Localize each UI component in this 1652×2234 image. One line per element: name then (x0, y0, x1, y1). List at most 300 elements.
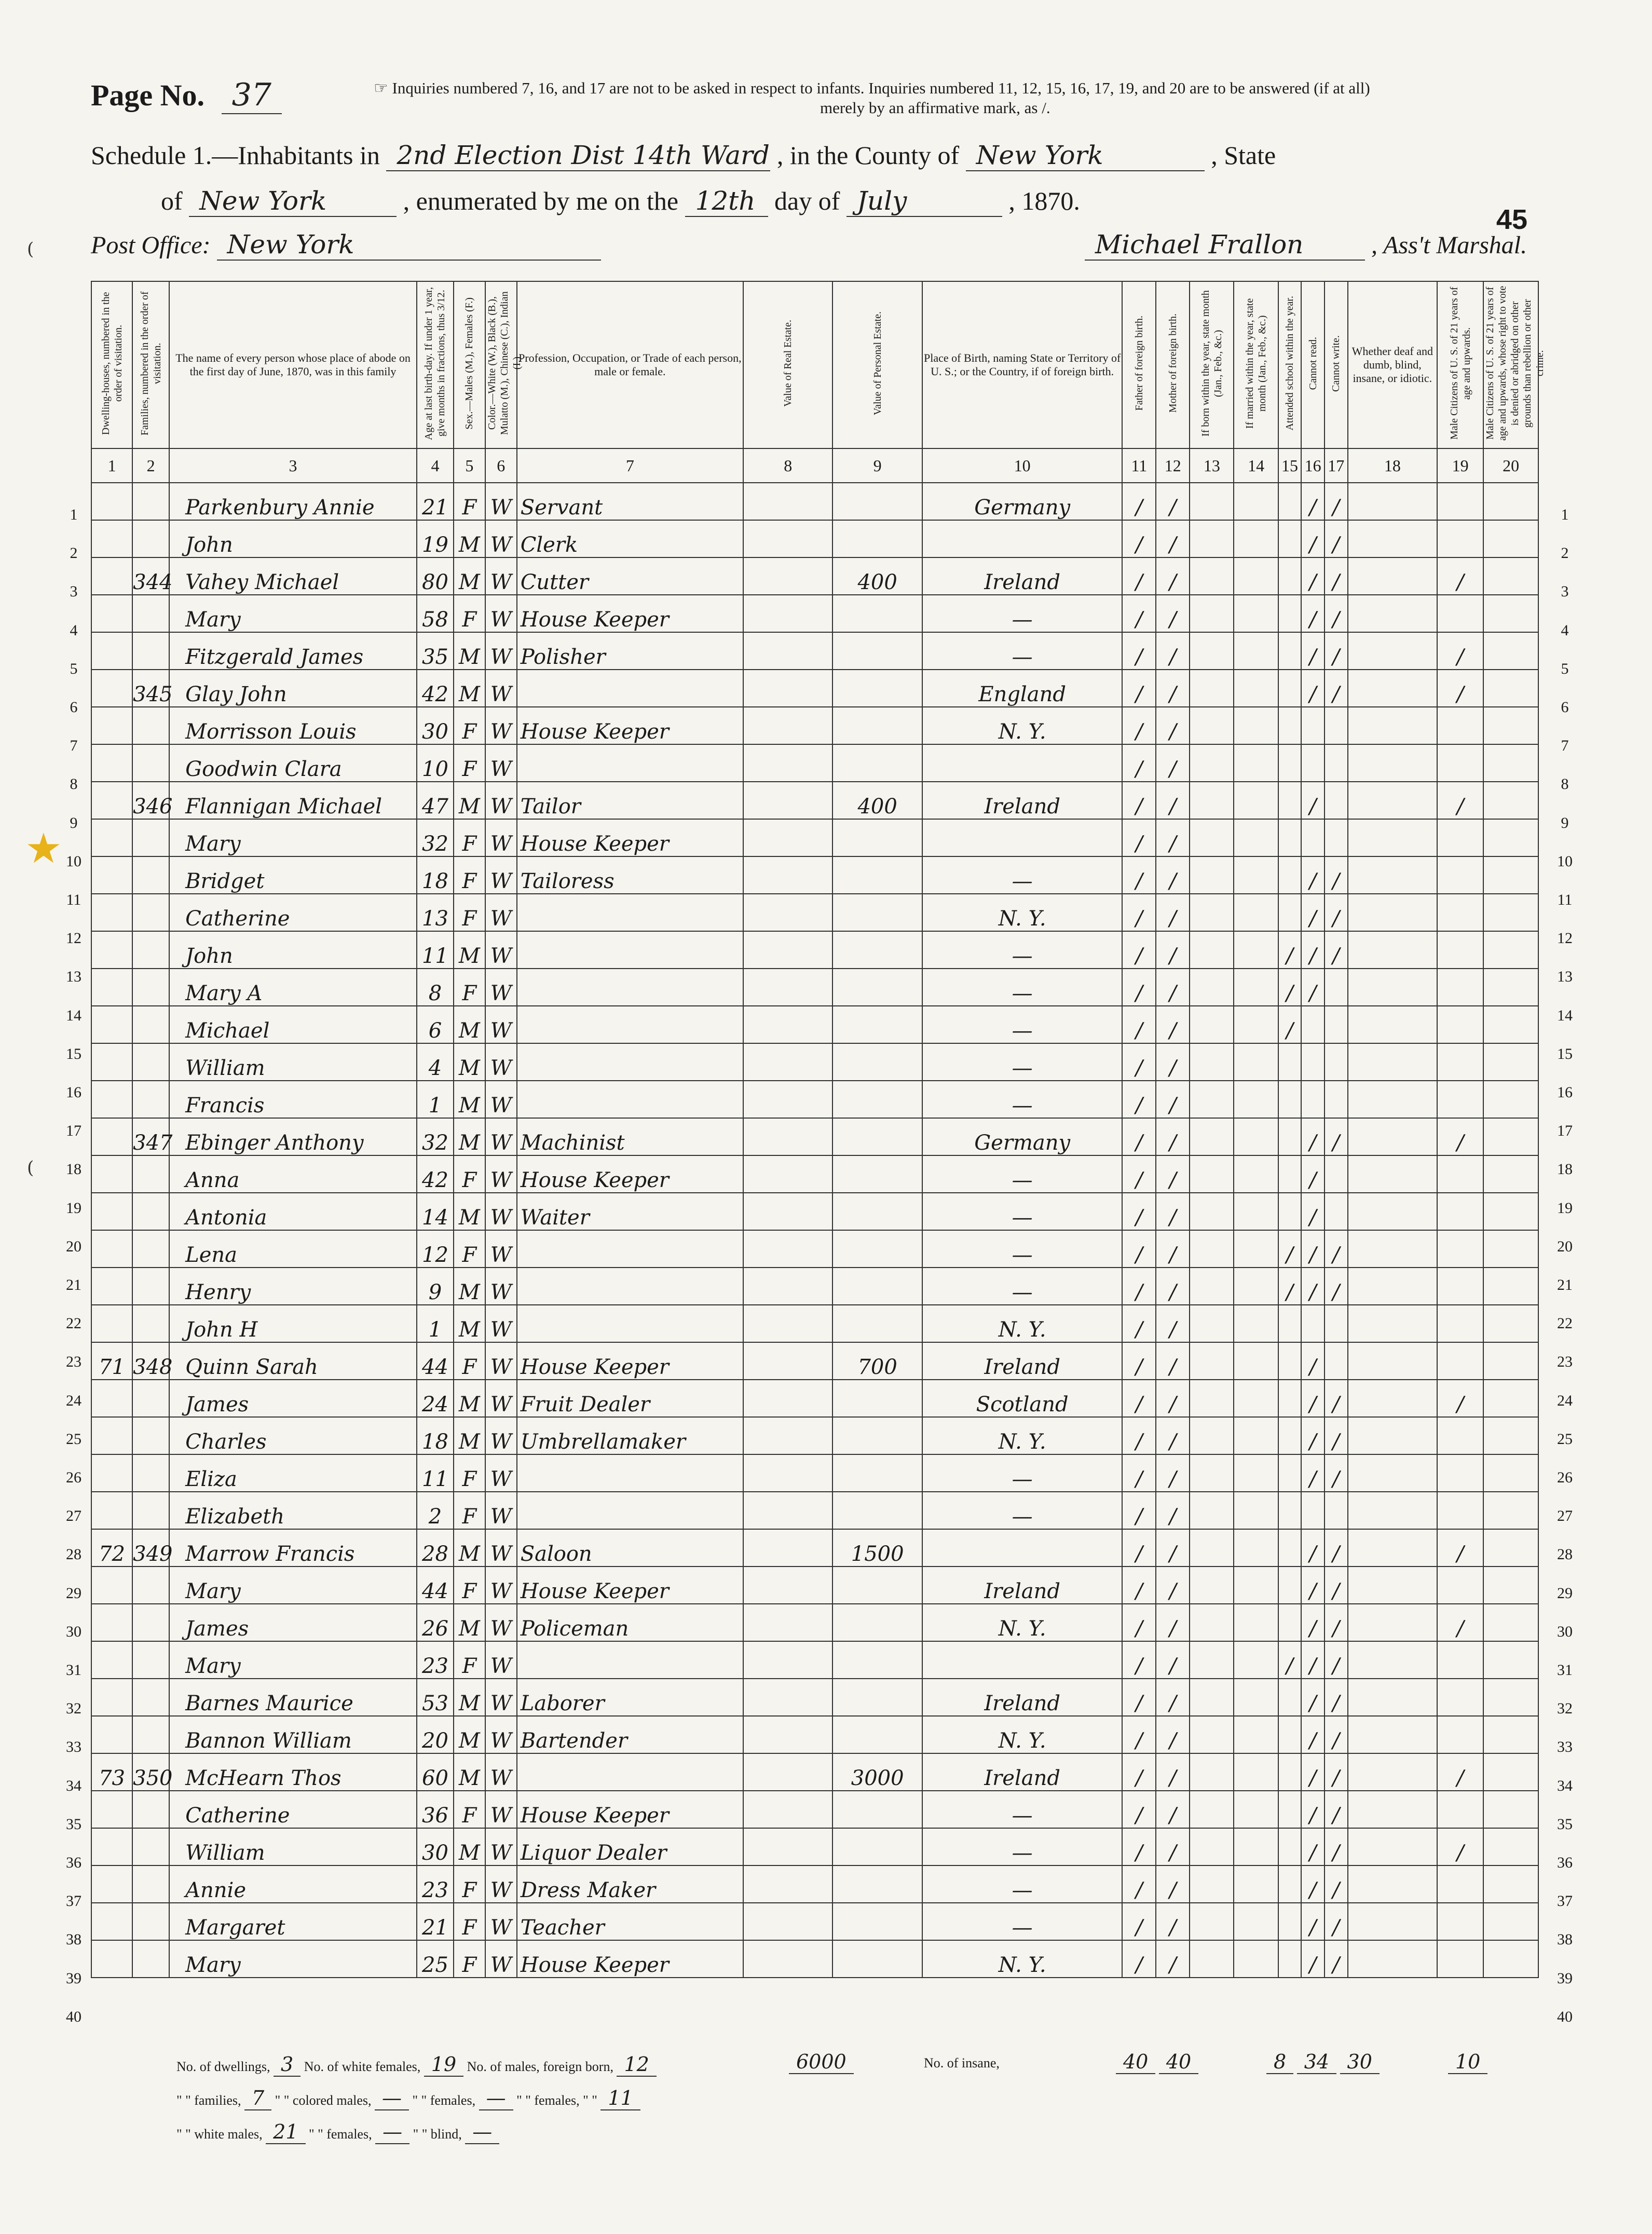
vote-denied-cell (1483, 1305, 1538, 1342)
age-cell: 25 (417, 1940, 454, 1978)
color-cell: W (485, 744, 517, 782)
vote-denied-cell (1483, 1081, 1538, 1118)
family-cell (132, 1155, 169, 1193)
line-number-right: 13 (1557, 968, 1573, 986)
age-cell: 42 (417, 670, 454, 707)
family-cell: 350 (132, 1753, 169, 1791)
real-estate-cell (743, 1043, 832, 1081)
name-cell: William (169, 1828, 417, 1865)
mother-foreign-cell: / (1156, 1679, 1190, 1716)
cannot-write-cell: / (1325, 1454, 1348, 1492)
name-cell: Michael (169, 1006, 417, 1043)
sex-cell: M (454, 1679, 485, 1716)
cannot-write-cell: / (1325, 1753, 1348, 1791)
real-estate-cell (743, 483, 832, 520)
dwelling-cell (91, 707, 132, 744)
age-cell: 30 (417, 1828, 454, 1865)
real-estate-cell (743, 1492, 832, 1529)
col-header-17: Cannot write. (1325, 281, 1348, 448)
birthplace-cell: N. Y. (922, 1305, 1123, 1342)
vote-denied-cell (1483, 1342, 1538, 1380)
col-header-19: Male Citizens of U. S. of 21 years of age and upwards. (1437, 281, 1483, 448)
dwelling-cell (91, 520, 132, 557)
age-cell: 6 (417, 1006, 454, 1043)
married-month-cell (1234, 1903, 1278, 1940)
table-row (91, 1903, 1538, 1940)
cannot-write-cell: / (1325, 856, 1348, 894)
col-header-3: The name of every person whose place of abode on the first day of June, 1870, was in this family (169, 281, 417, 448)
occupation-cell: Tailoress (517, 856, 743, 894)
citizen-cell (1437, 1940, 1483, 1978)
school-cell (1278, 1081, 1302, 1118)
school-cell (1278, 1828, 1302, 1865)
father-foreign-cell: / (1122, 782, 1156, 819)
father-foreign-cell: / (1122, 819, 1156, 856)
line-number-left: 8 (70, 775, 78, 793)
cannot-read-cell: / (1301, 1641, 1325, 1679)
name-cell: Vahey Michael (169, 557, 417, 595)
school-cell (1278, 1193, 1302, 1230)
cannot-write-cell (1325, 819, 1348, 856)
cannot-read-cell (1301, 707, 1325, 744)
page-number (91, 77, 282, 114)
color-cell: W (485, 707, 517, 744)
born-month-cell (1190, 520, 1234, 557)
birthplace-cell: Ireland (922, 1753, 1123, 1791)
family-cell (132, 931, 169, 969)
cannot-write-cell (1325, 1043, 1348, 1081)
vote-denied-cell (1483, 744, 1538, 782)
married-month-cell (1234, 707, 1278, 744)
occupation-cell (517, 1268, 743, 1305)
enumerated-label: , enumerated by me on the (403, 186, 679, 215)
born-month-cell (1190, 856, 1234, 894)
citizen-cell: / (1437, 670, 1483, 707)
disability-cell (1348, 1043, 1437, 1081)
line-number-right: 34 (1557, 1777, 1573, 1794)
table-row (91, 707, 1538, 744)
sex-cell: M (454, 1118, 485, 1155)
occupation-cell: Servant (517, 483, 743, 520)
blind-value: — (465, 2120, 499, 2144)
color-cell: W (485, 1043, 517, 1081)
born-month-cell (1190, 483, 1234, 520)
day-of-label: day of (774, 186, 840, 215)
family-cell (132, 483, 169, 520)
citizen-cell (1437, 744, 1483, 782)
dwelling-cell: 72 (91, 1529, 132, 1566)
post-office-label: Post Office: (91, 231, 211, 259)
line-number-left: 27 (66, 1507, 81, 1525)
disability-cell (1348, 1380, 1437, 1417)
school-cell (1278, 1791, 1302, 1828)
citizen-cell (1437, 483, 1483, 520)
school-cell (1278, 707, 1302, 744)
school-cell (1278, 632, 1302, 670)
cannot-read-cell: / (1301, 1716, 1325, 1753)
school-cell (1278, 1454, 1302, 1492)
table-row (91, 1417, 1538, 1454)
real-estate-cell (743, 1791, 832, 1828)
real-estate-cell (743, 1940, 832, 1978)
name-cell: Flannigan Michael (169, 782, 417, 819)
table-row (91, 1230, 1538, 1268)
cannot-write-cell: / (1325, 632, 1348, 670)
school-cell (1278, 1380, 1302, 1417)
cannot-read-cell: / (1301, 1791, 1325, 1828)
citizen-cell (1437, 894, 1483, 931)
disability-cell (1348, 1940, 1437, 1978)
school-cell: / (1278, 931, 1302, 969)
family-cell (132, 1566, 169, 1604)
family-cell (132, 1940, 169, 1978)
line-number-right: 15 (1557, 1045, 1573, 1062)
line-number-left: 20 (66, 1237, 81, 1255)
vote-denied-cell (1483, 1268, 1538, 1305)
table-row (91, 1865, 1538, 1903)
birthplace-cell: N. Y. (922, 707, 1123, 744)
col-header-4: Age at last birth-day. If under 1 year, give months in fractions, thus 3/12. (417, 281, 454, 448)
table-row (91, 1641, 1538, 1679)
table-row (91, 670, 1538, 707)
line-number-right: 4 (1561, 621, 1569, 639)
color-cell: W (485, 894, 517, 931)
school-cell (1278, 557, 1302, 595)
mother-foreign-cell: / (1156, 1380, 1190, 1417)
mother-foreign-cell: / (1156, 1940, 1190, 1978)
color-cell: W (485, 1268, 517, 1305)
females-foreign-label: " " females, " " (516, 2093, 597, 2108)
family-cell (132, 1903, 169, 1940)
disability-cell (1348, 520, 1437, 557)
marshal-name: Michael Frallon (1085, 229, 1365, 261)
age-cell: 4 (417, 1043, 454, 1081)
dwelling-cell: 73 (91, 1753, 132, 1791)
line-number-left: 29 (66, 1584, 81, 1602)
sex-cell: M (454, 1529, 485, 1566)
col-header-16: Cannot read. (1301, 281, 1325, 448)
school-cell (1278, 1043, 1302, 1081)
birthplace-cell (922, 744, 1123, 782)
personal-estate-cell (832, 1828, 922, 1865)
real-estate-cell (743, 1305, 832, 1342)
occupation-cell: House Keeper (517, 1155, 743, 1193)
occupation-cell: House Keeper (517, 707, 743, 744)
col-header-11: Father of foreign birth. (1122, 281, 1156, 448)
sex-cell: M (454, 1193, 485, 1230)
sex-cell: F (454, 595, 485, 632)
birthplace-cell: — (922, 1043, 1123, 1081)
born-month-cell (1190, 1716, 1234, 1753)
vote-denied-cell (1483, 819, 1538, 856)
age-cell: 30 (417, 707, 454, 744)
color-cell: W (485, 1342, 517, 1380)
instruction-line-1: Inquiries numbered 7, 16, and 17 are not to be asked in respect to infants. Inquiries numbered 11, 12, 15, 16, 17, 19, and 20 are to be answered (if at all) (392, 79, 1370, 97)
personal-estate-cell (832, 1230, 922, 1268)
cannot-write-cell: / (1325, 1604, 1348, 1641)
school-cell (1278, 856, 1302, 894)
estate-total-value: 6000 (789, 2050, 854, 2074)
age-cell: 8 (417, 969, 454, 1006)
cannot-write-cell (1325, 1155, 1348, 1193)
col-num: 20 (1483, 448, 1538, 483)
summary-edu-totals (1266, 2050, 1380, 2074)
family-cell (132, 1305, 169, 1342)
birthplace-cell: Ireland (922, 1679, 1123, 1716)
school-cell (1278, 1342, 1302, 1380)
name-cell: McHearn Thos (169, 1753, 417, 1791)
occupation-cell: Machinist (517, 1118, 743, 1155)
mother-foreign-cell: / (1156, 1081, 1190, 1118)
sex-cell: M (454, 1828, 485, 1865)
school-cell (1278, 520, 1302, 557)
vote-denied-cell (1483, 520, 1538, 557)
disability-cell (1348, 1753, 1437, 1791)
page-no-value: 37 (222, 77, 282, 114)
married-month-cell (1234, 744, 1278, 782)
occupation-cell: House Keeper (517, 819, 743, 856)
personal-estate-cell (832, 894, 922, 931)
name-cell: Mary A (169, 969, 417, 1006)
father-foreign-cell: / (1122, 969, 1156, 1006)
sex-cell: F (454, 744, 485, 782)
personal-estate-cell (832, 1641, 922, 1679)
birthplace-cell: — (922, 856, 1123, 894)
born-month-cell (1190, 707, 1234, 744)
line-number-right: 28 (1557, 1546, 1573, 1563)
born-month-cell (1190, 782, 1234, 819)
line-number-right: 16 (1557, 1084, 1573, 1101)
name-cell: James (169, 1380, 417, 1417)
margin-mark-icon: ( (27, 239, 34, 260)
cannot-read-cell: / (1301, 1342, 1325, 1380)
females-label: " " females, (412, 2093, 476, 2108)
instruction-line-2: merely by an affirmative mark, as /. (820, 99, 1050, 117)
real-estate-cell (743, 1417, 832, 1454)
father-foreign-cell: / (1122, 1155, 1156, 1193)
color-cell: W (485, 595, 517, 632)
father-foreign-cell: / (1122, 1043, 1156, 1081)
married-month-cell (1234, 632, 1278, 670)
married-month-cell (1234, 1716, 1278, 1753)
personal-estate-cell: 700 (832, 1342, 922, 1380)
married-month-cell (1234, 1604, 1278, 1641)
vote-denied-cell (1483, 1566, 1538, 1604)
married-month-cell (1234, 520, 1278, 557)
personal-estate-cell (832, 1043, 922, 1081)
real-estate-cell (743, 894, 832, 931)
mother-foreign-cell: / (1156, 707, 1190, 744)
real-estate-cell (743, 670, 832, 707)
dwelling-cell (91, 744, 132, 782)
name-cell: Elizabeth (169, 1492, 417, 1529)
color-cell: W (485, 1492, 517, 1529)
personal-estate-cell (832, 632, 922, 670)
females-value: — (479, 2087, 513, 2110)
table-row (91, 819, 1538, 856)
table-row (91, 632, 1538, 670)
vote-denied-cell (1483, 1716, 1538, 1753)
table-row (91, 894, 1538, 931)
sex-cell: M (454, 670, 485, 707)
occupation-cell (517, 1753, 743, 1791)
vote-denied-cell (1483, 1529, 1538, 1566)
table-row (91, 744, 1538, 782)
real-estate-cell (743, 1566, 832, 1604)
personal-estate-cell (832, 1679, 922, 1716)
col-header-12: Mother of foreign birth. (1156, 281, 1190, 448)
citizen-cell: / (1437, 1753, 1483, 1791)
occupation-cell: Umbrellamaker (517, 1417, 743, 1454)
sex-cell: F (454, 894, 485, 931)
line-number-left: 12 (66, 930, 81, 947)
birthplace-cell: N. Y. (922, 894, 1123, 931)
dwelling-cell (91, 1454, 132, 1492)
citizen-cell: / (1437, 1828, 1483, 1865)
cannot-read-cell: / (1301, 1903, 1325, 1940)
father-foreign-cell: / (1122, 1006, 1156, 1043)
cannot-read-cell: / (1301, 1118, 1325, 1155)
line-number-left: 1 (70, 506, 78, 523)
family-cell (132, 894, 169, 931)
line-number-left: 5 (70, 660, 78, 677)
col-num: 8 (743, 448, 832, 483)
table-row (91, 1940, 1538, 1978)
occupation-cell: Teacher (517, 1903, 743, 1940)
table-row (91, 1193, 1538, 1230)
mother-foreign-cell: / (1156, 1566, 1190, 1604)
birthplace-cell: — (922, 1791, 1123, 1828)
cannot-read-cell: / (1301, 520, 1325, 557)
personal-estate-cell (832, 670, 922, 707)
color-cell: W (485, 1940, 517, 1978)
vote-denied-cell (1483, 557, 1538, 595)
personal-estate-cell (832, 1492, 922, 1529)
cannot-write-cell: / (1325, 1791, 1348, 1828)
table-row (91, 1753, 1538, 1791)
age-cell: 11 (417, 1454, 454, 1492)
cannot-read-cell: / (1301, 1940, 1325, 1978)
color-cell: W (485, 483, 517, 520)
col-num: 14 (1234, 448, 1278, 483)
line-number-right: 8 (1561, 775, 1569, 793)
vote-denied-cell (1483, 1865, 1538, 1903)
birthplace-cell: Ireland (922, 557, 1123, 595)
cannot-write-cell: / (1325, 1641, 1348, 1679)
disability-cell (1348, 670, 1437, 707)
cannot-read-cell: / (1301, 1193, 1325, 1230)
occupation-cell: Cutter (517, 557, 743, 595)
color-cell: W (485, 1155, 517, 1193)
disability-cell (1348, 557, 1437, 595)
age-cell: 23 (417, 1641, 454, 1679)
name-cell: Catherine (169, 1791, 417, 1828)
citizen-cell (1437, 1903, 1483, 1940)
county-value: New York (966, 140, 1205, 171)
disability-cell (1348, 1118, 1437, 1155)
summary-insane (924, 2055, 1000, 2071)
married-month-cell (1234, 1268, 1278, 1305)
born-month-cell (1190, 744, 1234, 782)
col-num: 1 (91, 448, 132, 483)
line-number-left: 17 (66, 1122, 81, 1140)
color-cell: W (485, 1641, 517, 1679)
line-number-right: 26 (1557, 1469, 1573, 1486)
sheet-number: 45 (1496, 204, 1527, 235)
table-row (91, 1043, 1538, 1081)
line-number-right: 40 (1557, 2008, 1573, 2025)
age-cell: 32 (417, 819, 454, 856)
table-row (91, 1828, 1538, 1865)
father-foreign-cell: / (1122, 1118, 1156, 1155)
citizen-cell (1437, 1043, 1483, 1081)
age-cell: 44 (417, 1342, 454, 1380)
line-number-right: 9 (1561, 814, 1569, 832)
father-foreign-cell: / (1122, 931, 1156, 969)
school-cell (1278, 1716, 1302, 1753)
citizen-cell (1437, 1268, 1483, 1305)
cannot-write-cell: / (1325, 520, 1348, 557)
name-cell: John H (169, 1305, 417, 1342)
disability-cell (1348, 782, 1437, 819)
birthplace-cell (922, 1641, 1123, 1679)
school-cell: / (1278, 1268, 1302, 1305)
vote-denied-cell (1483, 1679, 1538, 1716)
citizen-cell (1437, 1081, 1483, 1118)
birthplace-cell: — (922, 931, 1123, 969)
age-cell: 60 (417, 1753, 454, 1791)
age-cell: 2 (417, 1492, 454, 1529)
vote-denied-cell (1483, 1940, 1538, 1978)
mother-foreign-cell: / (1156, 819, 1190, 856)
disability-cell (1348, 1081, 1437, 1118)
school-cell (1278, 1753, 1302, 1791)
married-month-cell (1234, 1492, 1278, 1529)
father-foreign-cell: / (1122, 1417, 1156, 1454)
school-cell: / (1278, 1641, 1302, 1679)
school-cell (1278, 819, 1302, 856)
cannot-read-cell: / (1301, 483, 1325, 520)
married-month-cell (1234, 969, 1278, 1006)
personal-estate-cell (832, 1865, 922, 1903)
school-cell (1278, 1679, 1302, 1716)
col-header-10: Place of Birth, naming State or Territory of U. S.; or the Country, if of foreign birth. (922, 281, 1123, 448)
sex-cell: M (454, 1043, 485, 1081)
occupation-cell: Laborer (517, 1679, 743, 1716)
color-cell: W (485, 1118, 517, 1155)
dwelling-cell (91, 1791, 132, 1828)
occupation-cell: House Keeper (517, 1791, 743, 1828)
vote-denied-cell (1483, 1753, 1538, 1791)
col-num: 19 (1437, 448, 1483, 483)
sex-cell: F (454, 1342, 485, 1380)
mother-foreign-cell: / (1156, 1828, 1190, 1865)
line-number-right: 7 (1561, 737, 1569, 755)
dwelling-cell (91, 1305, 132, 1342)
table-row (91, 1679, 1538, 1716)
born-month-cell (1190, 1043, 1234, 1081)
personal-estate-cell (832, 1006, 922, 1043)
sex-cell: F (454, 856, 485, 894)
color-cell: W (485, 1230, 517, 1268)
summary-col-totals (1116, 2050, 1198, 2074)
mother-foreign-cell: / (1156, 969, 1190, 1006)
married-month-cell (1234, 931, 1278, 969)
age-cell: 18 (417, 1417, 454, 1454)
married-month-cell (1234, 1342, 1278, 1380)
born-month-cell (1190, 1305, 1234, 1342)
mother-foreign-cell: / (1156, 1006, 1190, 1043)
